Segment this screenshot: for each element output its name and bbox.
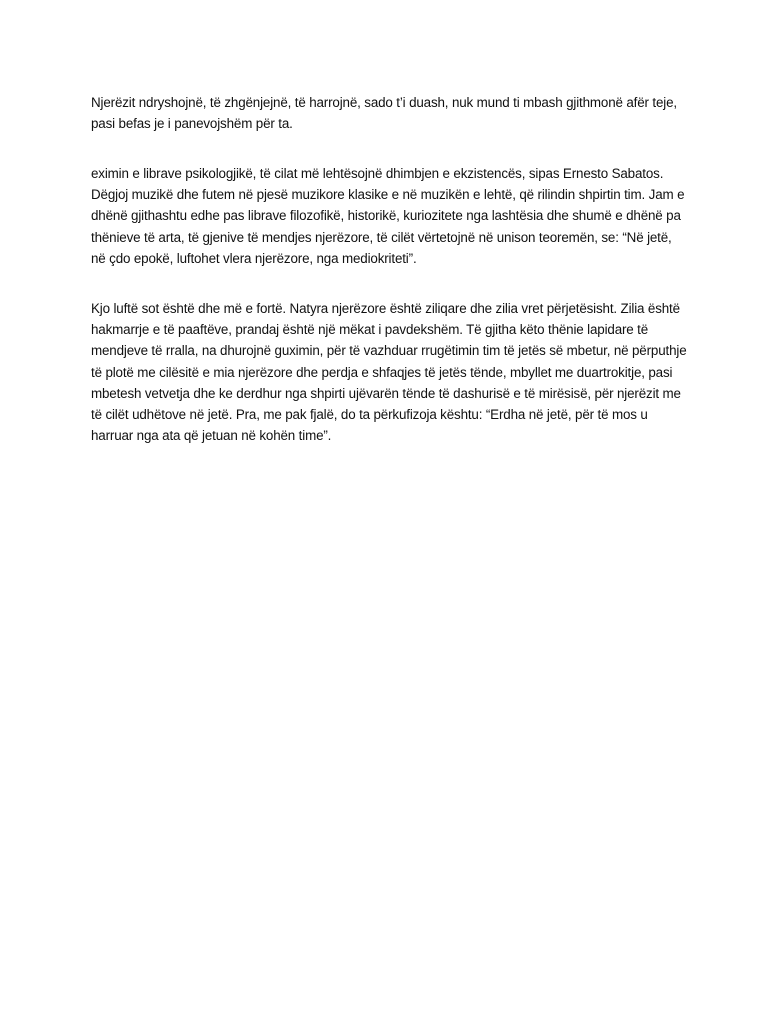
paragraph: Njerëzit ndryshojnë, të zhgënjejnë, të harrojnë, sado t’i duash, nuk mund ti mbash gjithmonë afër teje, pasi befas je i panevojshëm për ta. bbox=[91, 95, 677, 132]
paragraph: eximin e librave psikologjikë, të cilat më lehtësojnë dhimbjen e ekzistencës, sipas Ernesto Sabatos. Dëgjoj muzikë dhe futem në pjesë muzikore klasike e në muzikën e lehtë, që rilindin shpirtin tim. Jam e dhënë gjithashtu edhe pas librave filozofikë, historikë, kuriozitete nga lashtësia dhe shumë e dhënë pa thënieve të arta, të gjenive të mendjes njerëzore, të cilët vërtetojnë në unison teoremën, se: “Në jetë, në çdo epokë, luftohet vlera njerëzore, nga mediokriteti”. bbox=[91, 166, 685, 266]
paragraph: Kjo luftë sot është dhe më e fortë. Natyra njerëzore është ziliqare dhe zilia vret përjetësisht. Zilia është hakmarrje e të paaftëve, prandaj është një mëkat i pavdekshëm. Të gjitha këto thënie lapidare të mendjeve të rralla, na dhurojnë guximin, për të vazhduar rrugëtimin tim të jetës së mbetur, në përputhje të plotë me cilësitë e mia njerëzore dhe perdja e shfaqjes të jetës tënde, mbyllet me duartrokitje, pasi mbetesh vetvetja dhe ke derdhur nga shpirti ujëvarën tënde të dashurisë e të mirësisë, për njerëzit me të cilët udhëtove në jetë. Pra, me pak fjalë, do ta përkufizoja kështu: “Erdha në jetë, për të mos u harruar nga ata që jetuan në kohën time”. bbox=[91, 301, 687, 444]
